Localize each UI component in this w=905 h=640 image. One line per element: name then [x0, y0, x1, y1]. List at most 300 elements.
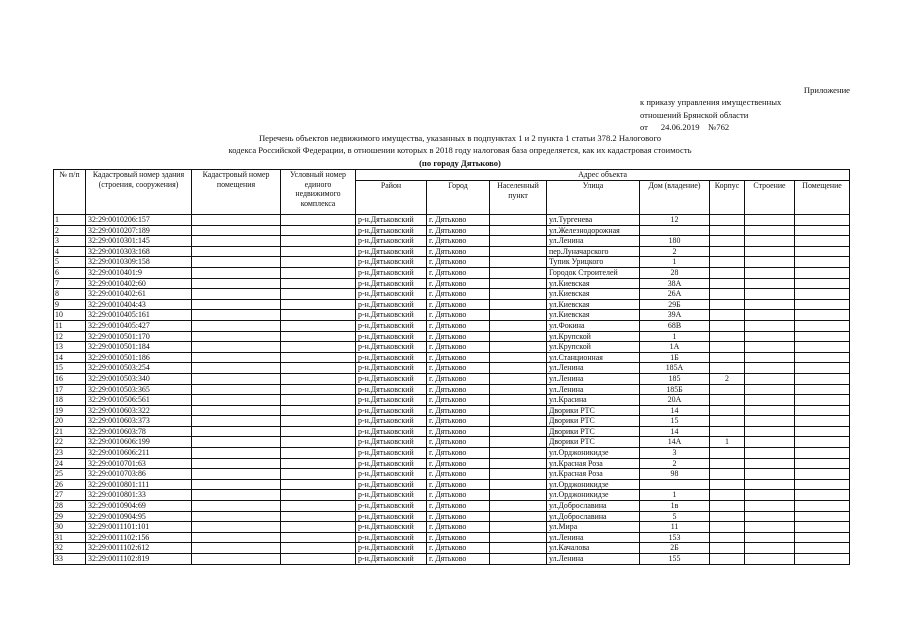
- cell-house: 185А: [640, 363, 710, 374]
- cell-num: 32: [54, 543, 86, 554]
- cell-house: 185: [640, 373, 710, 384]
- cell-room: [795, 373, 850, 384]
- appendix-line-3: отношений Брянской области: [640, 109, 749, 120]
- cell-district: р-н.Дятьковский: [356, 289, 427, 300]
- cell-korpus: [710, 267, 745, 278]
- cell-room: [795, 331, 850, 342]
- cell-num: 11: [54, 320, 86, 331]
- cell-room: [795, 416, 850, 427]
- cell-district: р-н.Дятьковский: [356, 257, 427, 268]
- cell-building: [745, 215, 795, 226]
- cell-cond-num: [281, 225, 356, 236]
- title-line-2: кодекса Российской Федерации, в отношении которых в 2018 году налоговая база определяется, как их кадастровая стоимость: [228, 145, 692, 156]
- cell-street: ул.Красина: [547, 395, 640, 406]
- cell-cad-building: 32:29:0010402:60: [86, 278, 192, 289]
- cell-street: Городок Строителей: [547, 267, 640, 278]
- cell-korpus: [710, 331, 745, 342]
- cell-korpus: [710, 225, 745, 236]
- cell-num: 22: [54, 437, 86, 448]
- table-row: [54, 352, 850, 363]
- cell-street: ул.Красная Роза: [547, 469, 640, 480]
- appendix-line-1: Приложение: [803, 85, 850, 95]
- cell-room: [795, 342, 850, 353]
- document-title: [40, 132, 880, 169]
- title-line-1: Перечень объектов недвижимого имущества, указанных в подпунктах 1 и 2 пункта 1 статьи 378.2 Налогового: [258, 133, 662, 143]
- table-row: [54, 363, 850, 374]
- cell-cond-num: [281, 395, 356, 406]
- cell-house: 15: [640, 416, 710, 427]
- cell-cond-num: [281, 479, 356, 490]
- cell-street: ул.Ленина: [547, 384, 640, 395]
- cell-settlement: [490, 522, 547, 533]
- cell-cond-num: [281, 522, 356, 533]
- cell-cad-room: [192, 320, 281, 331]
- table-row: [54, 543, 850, 554]
- cell-korpus: [710, 289, 745, 300]
- cell-room: [795, 289, 850, 300]
- cell-num: 24: [54, 458, 86, 469]
- cell-city: г. Дятьково: [427, 501, 490, 512]
- cell-district: р-н.Дятьковский: [356, 543, 427, 554]
- cell-settlement: [490, 267, 547, 278]
- cell-room: [795, 405, 850, 416]
- cell-cad-building: 32:29:0010801:111: [86, 479, 192, 490]
- cell-city: г. Дятьково: [427, 437, 490, 448]
- cell-cad-building: 32:29:0010405:161: [86, 310, 192, 321]
- cell-district: р-н.Дятьковский: [356, 501, 427, 512]
- cell-room: [795, 522, 850, 533]
- cell-settlement: [490, 331, 547, 342]
- cell-room: [795, 236, 850, 247]
- cell-house: 1: [640, 331, 710, 342]
- cell-cad-building: 32:29:0010904:95: [86, 511, 192, 522]
- cell-cond-num: [281, 342, 356, 353]
- cell-room: [795, 246, 850, 257]
- table-row: [54, 384, 850, 395]
- cell-settlement: [490, 278, 547, 289]
- cell-building: [745, 405, 795, 416]
- cell-street: ул.Орджоникидзе: [547, 479, 640, 490]
- cell-num: 4: [54, 246, 86, 257]
- table-row: [54, 225, 850, 236]
- cell-settlement: [490, 448, 547, 459]
- cell-num: 28: [54, 501, 86, 512]
- cell-district: р-н.Дятьковский: [356, 458, 427, 469]
- cell-cad-building: 32:29:0011102:819: [86, 554, 192, 565]
- cell-korpus: [710, 310, 745, 321]
- cell-cond-num: [281, 310, 356, 321]
- cell-district: р-н.Дятьковский: [356, 225, 427, 236]
- cell-cad-building: 32:29:0010501:186: [86, 352, 192, 363]
- cell-room: [795, 448, 850, 459]
- cell-city: г. Дятьково: [427, 405, 490, 416]
- cell-cad-building: 32:29:0010501:184: [86, 342, 192, 353]
- header-korpus: Корпус: [710, 181, 745, 215]
- cell-district: р-н.Дятьковский: [356, 416, 427, 427]
- cell-city: г. Дятьково: [427, 352, 490, 363]
- cell-building: [745, 257, 795, 268]
- cell-district: р-н.Дятьковский: [356, 278, 427, 289]
- header-cad-building: Кадастровый номер здания (строения, сооружения): [86, 170, 192, 215]
- cell-cond-num: [281, 490, 356, 501]
- cell-num: 6: [54, 267, 86, 278]
- cell-cond-num: [281, 320, 356, 331]
- cell-house: 3: [640, 448, 710, 459]
- cell-building: [745, 310, 795, 321]
- cell-street: Дворики РТС: [547, 405, 640, 416]
- cell-cond-num: [281, 267, 356, 278]
- cell-cond-num: [281, 215, 356, 226]
- cell-city: г. Дятьково: [427, 267, 490, 278]
- cell-cad-building: 32:29:0011102:612: [86, 543, 192, 554]
- cell-cad-building: 32:29:0010703:86: [86, 469, 192, 480]
- cell-district: р-н.Дятьковский: [356, 299, 427, 310]
- cell-cond-num: [281, 532, 356, 543]
- cell-cad-room: [192, 331, 281, 342]
- table-row: [54, 373, 850, 384]
- cell-settlement: [490, 532, 547, 543]
- table-row: [54, 278, 850, 289]
- cell-num: 29: [54, 511, 86, 522]
- cell-room: [795, 310, 850, 321]
- cell-house: 20А: [640, 395, 710, 406]
- cell-building: [745, 267, 795, 278]
- cell-room: [795, 215, 850, 226]
- header-num: № п/п: [54, 170, 86, 215]
- cell-room: [795, 426, 850, 437]
- cell-room: [795, 469, 850, 480]
- cell-district: р-н.Дятьковский: [356, 267, 427, 278]
- cell-cad-building: 32:29:0010701:63: [86, 458, 192, 469]
- cell-district: р-н.Дятьковский: [356, 469, 427, 480]
- cell-room: [795, 257, 850, 268]
- cell-settlement: [490, 320, 547, 331]
- cell-house: 39А: [640, 310, 710, 321]
- cell-cond-num: [281, 448, 356, 459]
- cell-cad-building: 32:29:0010801:33: [86, 490, 192, 501]
- cell-district: р-н.Дятьковский: [356, 236, 427, 247]
- cell-cad-building: 32:29:0010301:145: [86, 236, 192, 247]
- cell-korpus: [710, 384, 745, 395]
- cell-room: [795, 299, 850, 310]
- cell-settlement: [490, 215, 547, 226]
- cell-room: [795, 458, 850, 469]
- table-row: [54, 299, 850, 310]
- cell-cad-building: 32:29:0011101:101: [86, 522, 192, 533]
- cell-street: ул.Доброславина: [547, 511, 640, 522]
- cell-building: [745, 479, 795, 490]
- appendix-block: [640, 84, 850, 134]
- cell-building: [745, 543, 795, 554]
- cell-street: Дворики РТС: [547, 426, 640, 437]
- cell-settlement: [490, 236, 547, 247]
- cell-house: 29Б: [640, 299, 710, 310]
- table-row: [54, 416, 850, 427]
- cell-house: 1: [640, 490, 710, 501]
- cell-korpus: [710, 458, 745, 469]
- cell-city: г. Дятьково: [427, 511, 490, 522]
- cell-building: [745, 458, 795, 469]
- cell-building: [745, 426, 795, 437]
- header-street: Улица: [547, 181, 640, 215]
- cell-house: 2Б: [640, 543, 710, 554]
- cell-cad-building: 32:29:0010402:61: [86, 289, 192, 300]
- cell-street: ул.Красная Роза: [547, 458, 640, 469]
- cell-cad-room: [192, 458, 281, 469]
- cell-korpus: 1: [710, 437, 745, 448]
- cell-cad-room: [192, 342, 281, 353]
- cell-cad-building: 32:29:0010503:254: [86, 363, 192, 374]
- cell-district: р-н.Дятьковский: [356, 363, 427, 374]
- cell-city: г. Дятьково: [427, 458, 490, 469]
- cell-settlement: [490, 543, 547, 554]
- cell-city: г. Дятьково: [427, 215, 490, 226]
- table-row: [54, 501, 850, 512]
- cell-korpus: [710, 532, 745, 543]
- cell-korpus: [710, 395, 745, 406]
- cell-district: р-н.Дятьковский: [356, 532, 427, 543]
- cell-korpus: [710, 469, 745, 480]
- cell-cond-num: [281, 469, 356, 480]
- cell-district: р-н.Дятьковский: [356, 246, 427, 257]
- appendix-line-4: от 24.06.2019 №762: [640, 122, 730, 133]
- cell-korpus: [710, 236, 745, 247]
- cell-street: ул.Ленина: [547, 363, 640, 374]
- cell-settlement: [490, 299, 547, 310]
- table-row: [54, 267, 850, 278]
- cell-cad-room: [192, 289, 281, 300]
- header-city: Город: [427, 181, 490, 215]
- appendix-line-2: к приказу управления имущественных: [640, 97, 782, 108]
- cell-num: 14: [54, 352, 86, 363]
- cell-cad-room: [192, 469, 281, 480]
- cell-house: [640, 479, 710, 490]
- cell-street: ул.Фокина: [547, 320, 640, 331]
- cell-num: 25: [54, 469, 86, 480]
- cell-cad-building: 32:29:0010503:365: [86, 384, 192, 395]
- cell-korpus: [710, 511, 745, 522]
- cell-num: 13: [54, 342, 86, 353]
- cell-settlement: [490, 342, 547, 353]
- cell-district: р-н.Дятьковский: [356, 554, 427, 565]
- cell-cond-num: [281, 363, 356, 374]
- cell-street: ул.Орджоникидзе: [547, 448, 640, 459]
- property-table: [53, 169, 850, 565]
- cell-street: Тупик Урицкого: [547, 257, 640, 268]
- cell-street: ул.Киевская: [547, 289, 640, 300]
- cell-building: [745, 236, 795, 247]
- cell-korpus: [710, 448, 745, 459]
- cell-cad-building: 32:29:0010603:78: [86, 426, 192, 437]
- cell-num: 19: [54, 405, 86, 416]
- cell-city: г. Дятьково: [427, 331, 490, 342]
- cell-korpus: [710, 426, 745, 437]
- cell-cad-room: [192, 511, 281, 522]
- cell-cond-num: [281, 352, 356, 363]
- cell-room: [795, 352, 850, 363]
- cell-settlement: [490, 246, 547, 257]
- cell-settlement: [490, 437, 547, 448]
- table-row: [54, 289, 850, 300]
- cell-district: р-н.Дятьковский: [356, 479, 427, 490]
- cell-building: [745, 342, 795, 353]
- cell-house: [640, 225, 710, 236]
- cell-room: [795, 511, 850, 522]
- cell-house: 1Б: [640, 352, 710, 363]
- cell-street: ул.Станционная: [547, 352, 640, 363]
- cell-cond-num: [281, 299, 356, 310]
- cell-cond-num: [281, 511, 356, 522]
- cell-house: 155: [640, 554, 710, 565]
- cell-building: [745, 395, 795, 406]
- cell-room: [795, 225, 850, 236]
- cell-korpus: 2: [710, 373, 745, 384]
- cell-num: 10: [54, 310, 86, 321]
- cell-city: г. Дятьково: [427, 299, 490, 310]
- cell-settlement: [490, 384, 547, 395]
- table-row: [54, 395, 850, 406]
- cell-street: ул.Киевская: [547, 310, 640, 321]
- cell-cad-building: 32:29:0010309:158: [86, 257, 192, 268]
- cell-city: г. Дятьково: [427, 257, 490, 268]
- cell-house: 14А: [640, 437, 710, 448]
- cell-district: р-н.Дятьковский: [356, 384, 427, 395]
- cell-city: г. Дятьково: [427, 522, 490, 533]
- table-row: [54, 458, 850, 469]
- cell-settlement: [490, 458, 547, 469]
- cell-district: р-н.Дятьковский: [356, 310, 427, 321]
- cell-street: ул.Орджоникидзе: [547, 490, 640, 501]
- cell-num: 3: [54, 236, 86, 247]
- cell-settlement: [490, 289, 547, 300]
- cell-korpus: [710, 342, 745, 353]
- cell-city: г. Дятьково: [427, 426, 490, 437]
- cell-num: 5: [54, 257, 86, 268]
- cell-building: [745, 501, 795, 512]
- cell-cad-room: [192, 310, 281, 321]
- cell-house: 38А: [640, 278, 710, 289]
- cell-cond-num: [281, 278, 356, 289]
- cell-city: г. Дятьково: [427, 532, 490, 543]
- cell-house: 1А: [640, 342, 710, 353]
- cell-cad-room: [192, 215, 281, 226]
- table-row: [54, 320, 850, 331]
- cell-cad-room: [192, 278, 281, 289]
- cell-cad-building: 32:29:0010501:170: [86, 331, 192, 342]
- cell-cad-room: [192, 352, 281, 363]
- table-row: [54, 342, 850, 353]
- cell-district: р-н.Дятьковский: [356, 426, 427, 437]
- cell-house: 11: [640, 522, 710, 533]
- cell-cond-num: [281, 458, 356, 469]
- cell-city: г. Дятьково: [427, 479, 490, 490]
- cell-district: р-н.Дятьковский: [356, 511, 427, 522]
- cell-cad-room: [192, 405, 281, 416]
- table-row: [54, 522, 850, 533]
- header-address: Адрес объекта: [356, 170, 850, 181]
- cell-city: г. Дятьково: [427, 543, 490, 554]
- cell-num: 27: [54, 490, 86, 501]
- cell-cad-room: [192, 236, 281, 247]
- cell-num: 33: [54, 554, 86, 565]
- cell-street: ул.Киевская: [547, 278, 640, 289]
- cell-street: ул.Железнодорожная: [547, 225, 640, 236]
- cell-cad-building: 32:29:0010401:9: [86, 267, 192, 278]
- cell-building: [745, 363, 795, 374]
- header-room: Помещение: [795, 181, 850, 215]
- cell-building: [745, 469, 795, 480]
- cell-settlement: [490, 469, 547, 480]
- cell-building: [745, 416, 795, 427]
- table-row: [54, 215, 850, 226]
- cell-cad-room: [192, 246, 281, 257]
- cell-cad-room: [192, 363, 281, 374]
- cell-house: 153: [640, 532, 710, 543]
- cell-cond-num: [281, 426, 356, 437]
- cell-room: [795, 267, 850, 278]
- cell-district: р-н.Дятьковский: [356, 331, 427, 342]
- cell-district: р-н.Дятьковский: [356, 373, 427, 384]
- cell-num: 30: [54, 522, 86, 533]
- cell-korpus: [710, 554, 745, 565]
- cell-street: ул.Крупской: [547, 331, 640, 342]
- cell-district: р-н.Дятьковский: [356, 437, 427, 448]
- cell-street: ул.Ленина: [547, 532, 640, 543]
- cell-num: 31: [54, 532, 86, 543]
- cell-city: г. Дятьково: [427, 395, 490, 406]
- cell-room: [795, 501, 850, 512]
- cell-cad-room: [192, 395, 281, 406]
- cell-settlement: [490, 352, 547, 363]
- cell-korpus: [710, 501, 745, 512]
- cell-cad-building: 32:29:0010603:322: [86, 405, 192, 416]
- table-row: [54, 310, 850, 321]
- cell-building: [745, 299, 795, 310]
- cell-house: 14: [640, 426, 710, 437]
- table-row: [54, 257, 850, 268]
- cell-cad-building: 32:29:0011102:156: [86, 532, 192, 543]
- cell-settlement: [490, 363, 547, 374]
- cell-cad-room: [192, 554, 281, 565]
- cell-cad-building: 32:29:0010503:340: [86, 373, 192, 384]
- cell-cad-room: [192, 384, 281, 395]
- cell-korpus: [710, 215, 745, 226]
- cell-district: р-н.Дятьковский: [356, 342, 427, 353]
- table-row: [54, 532, 850, 543]
- cell-building: [745, 437, 795, 448]
- cell-num: 8: [54, 289, 86, 300]
- cell-korpus: [710, 479, 745, 490]
- cell-street: ул.Мира: [547, 522, 640, 533]
- cell-building: [745, 490, 795, 501]
- cell-num: 23: [54, 448, 86, 459]
- cell-cad-room: [192, 501, 281, 512]
- cell-cad-room: [192, 257, 281, 268]
- cell-room: [795, 543, 850, 554]
- table-row: [54, 437, 850, 448]
- table-row: [54, 554, 850, 565]
- cell-building: [745, 511, 795, 522]
- cell-city: г. Дятьково: [427, 246, 490, 257]
- cell-house: 185Б: [640, 384, 710, 395]
- cell-building: [745, 373, 795, 384]
- cell-district: р-н.Дятьковский: [356, 522, 427, 533]
- cell-house: 5: [640, 511, 710, 522]
- cell-cad-room: [192, 522, 281, 533]
- cell-num: 2: [54, 225, 86, 236]
- cell-cond-num: [281, 257, 356, 268]
- cell-korpus: [710, 257, 745, 268]
